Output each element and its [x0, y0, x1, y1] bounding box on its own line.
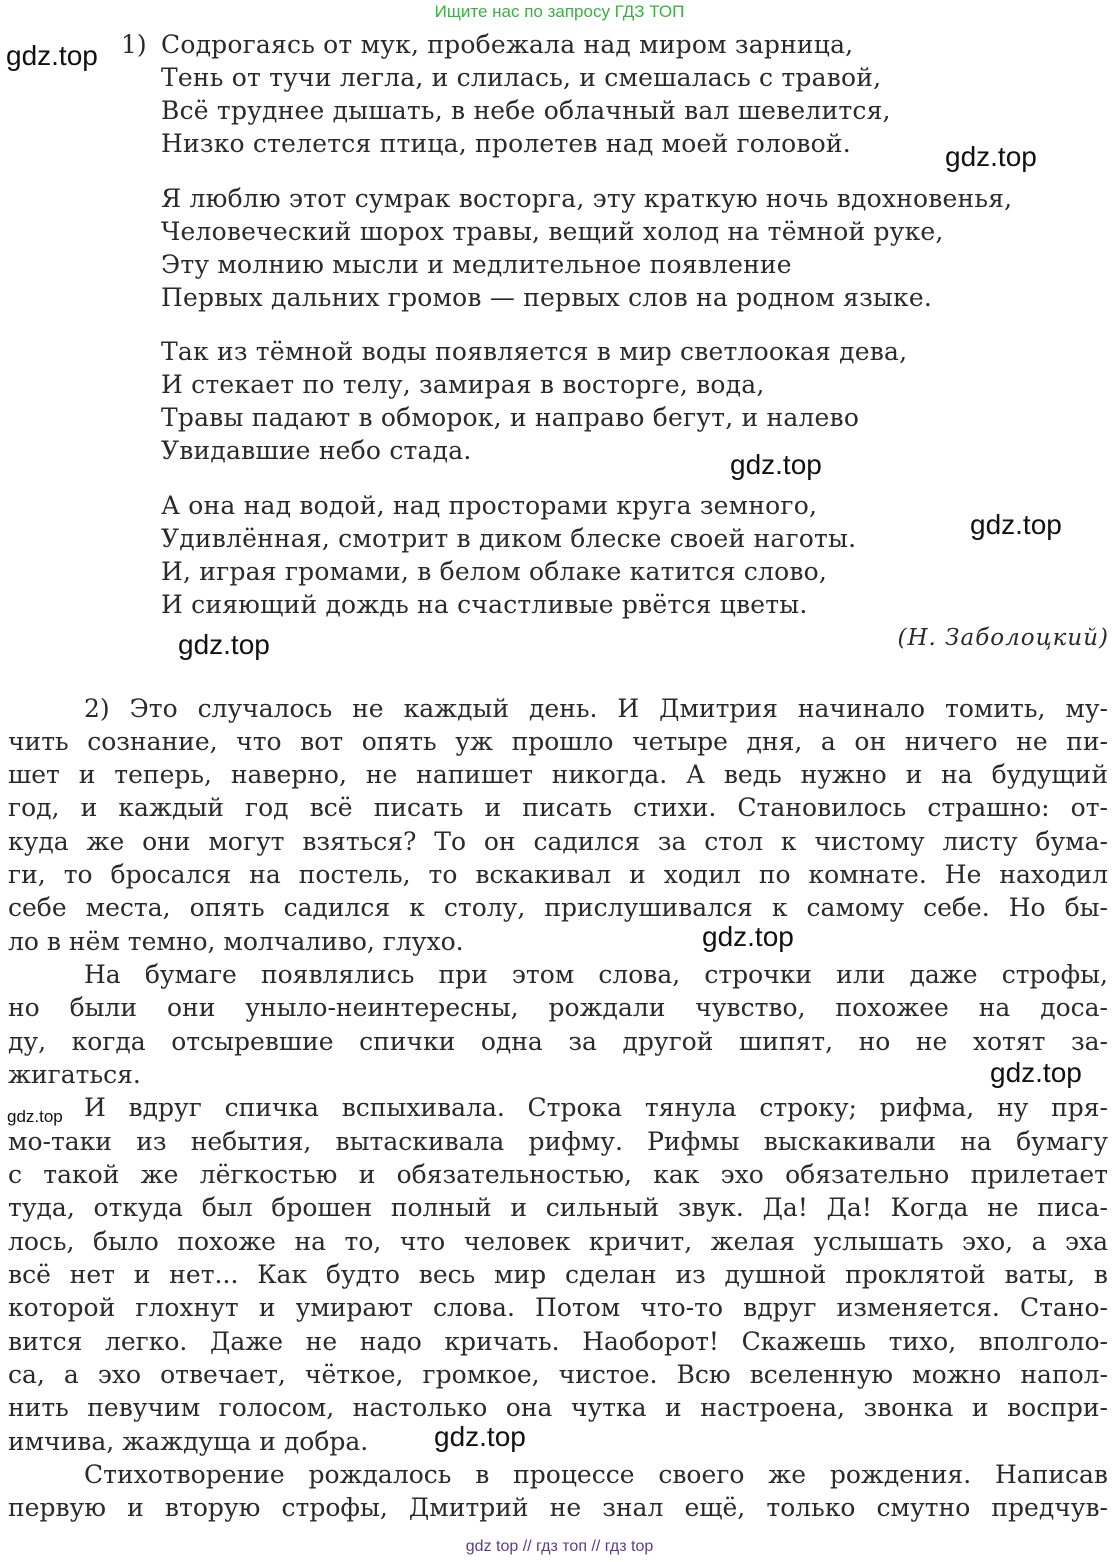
- prose-line: ду, когда отсыревшие спички одна за другой шипят, но не хотят за-: [8, 1027, 1108, 1056]
- prose-line: вится легко. Даже не надо кричать. Наоборот! Скажешь тихо, вполголо-: [8, 1327, 1108, 1356]
- watermark: gdz.top: [945, 141, 1037, 172]
- prose-line: год, и каждый год всё писать и писать стихи. Становилось страшно: от-: [8, 793, 1108, 822]
- poem-author: (Н. Заболоцкий): [897, 625, 1109, 651]
- watermark: gdz.top: [970, 509, 1062, 540]
- prose-line: ло в нём темно, молчаливо, глухо.: [8, 927, 464, 956]
- prose-line: имчива, жаждуща и добра.: [8, 1427, 369, 1456]
- watermark: gdz.top: [434, 1421, 526, 1452]
- watermark: gdz.top: [6, 40, 98, 71]
- poem-line: Низко стелется птица, пролетев над моей головой.: [161, 129, 851, 158]
- prose-line: первую и вторую строфы, Дмитрий не знал ещё, только смутно предчув-: [8, 1493, 1108, 1522]
- top-banner: Ищите нас по запросу ГДЗ ТОП: [434, 2, 685, 21]
- prose-line: шет и теперь, наверно, не напишет никогда. А ведь нужно и на будущий: [8, 760, 1108, 789]
- watermark: gdz.top: [702, 921, 794, 952]
- prose-line: са, а эхо отвечает, чёткое, громкое, чистое. Всю вселенную можно напол-: [8, 1360, 1108, 1389]
- watermark: gdz.top: [178, 629, 270, 660]
- prose-line: мо-таки из небытия, вытаскивала рифму. Рифмы выскакивали на бумагу: [8, 1127, 1108, 1156]
- prose-line: Стихотворение рождалось в процессе своего же рождения. Написав: [84, 1460, 1108, 1489]
- poem-line: И сияющий дождь на счастливые рвётся цветы.: [161, 590, 808, 619]
- poem-line: Увидавшие небо стада.: [161, 436, 472, 465]
- poem-line: И, играя громами, в белом облаке катится слово,: [161, 557, 828, 586]
- prose-line: ги, то бросался на постель, то вскакивал и ходил по комнате. Не находил: [8, 860, 1108, 889]
- prose-line: туда, откуда был брошен полный и сильный звук. Да! Да! Когда не писа-: [8, 1193, 1108, 1222]
- footer-links: gdz top // гдз топ // гдз top: [465, 1538, 654, 1555]
- poem-line: И стекает по телу, замирая в восторге, вода,: [161, 370, 765, 399]
- poem-line: Я люблю этот сумрак восторга, эту краткую ночь вдохновенья,: [161, 184, 1013, 213]
- poem-line: Эту молнию мысли и медлительное появление: [161, 250, 792, 279]
- prose-line: И вдруг спичка вспыхивала. Строка тянула строку; рифма, ну пря-: [84, 1093, 1108, 1122]
- poem-line: Всё труднее дышать, в небе облачный вал шевелится,: [161, 96, 891, 125]
- watermark: gdz.top: [7, 1107, 63, 1126]
- prose-line: нить певучим голосом, настолько она чутка и настроена, звонка и воспри-: [8, 1393, 1108, 1422]
- exercise-number: 1): [121, 30, 147, 59]
- prose-line: которой глохнут и умирают слова. Потом что-то вдруг изменяется. Стано-: [8, 1293, 1108, 1322]
- poem-line: Травы падают в обморок, и направо бегут, и налево: [161, 403, 860, 432]
- prose-line: На бумаге появлялись при этом слова, строчки или даже строфы,: [84, 960, 1108, 989]
- prose-line: лось, было похоже на то, что человек кричит, желая услышать эхо, а эха: [8, 1227, 1108, 1256]
- poem-line: А она над водой, над просторами круга земного,: [161, 491, 818, 520]
- prose-line: с такой же лёгкостью и обязательностью, как эхо обязательно прилетает: [8, 1160, 1108, 1189]
- prose-line: но были они уныло-неинтересны, рождали чувство, похожее на доса-: [8, 993, 1108, 1022]
- prose-line: жигаться.: [8, 1060, 141, 1089]
- prose-line: всё нет и нет... Как будто весь мир сделан из душной проклятой ваты, в: [8, 1260, 1108, 1289]
- poem-line: Человеческий шорох травы, вещий холод на тёмной руке,: [161, 217, 944, 246]
- prose-line: куда же они могут взяться? То он садился за стол к чистому листу бума-: [8, 827, 1108, 856]
- prose-line: чить сознание, что вот опять уж прошло четыре дня, а он ничего не пи-: [8, 727, 1108, 756]
- poem-line: Тень от тучи легла, и слилась, и смешалась с травой,: [161, 63, 882, 92]
- poem-line: Содрогаясь от мук, пробежала над миром зарница,: [161, 30, 854, 59]
- watermark: gdz.top: [730, 449, 822, 480]
- prose-line: 2) Это случалось не каждый день. И Дмитрия начинало томить, му-: [84, 694, 1108, 723]
- watermark: gdz.top: [990, 1057, 1082, 1088]
- prose-line: себе места, опять садился к столу, прислушивался к самому себе. Но бы-: [8, 893, 1108, 922]
- poem-line: Первых дальних громов — первых слов на родном языке.: [161, 283, 932, 312]
- poem-line: Удивлённая, смотрит в диком блеске своей наготы.: [161, 524, 857, 553]
- poem-line: Так из тёмной воды появляется в мир светлоокая дева,: [161, 337, 908, 366]
